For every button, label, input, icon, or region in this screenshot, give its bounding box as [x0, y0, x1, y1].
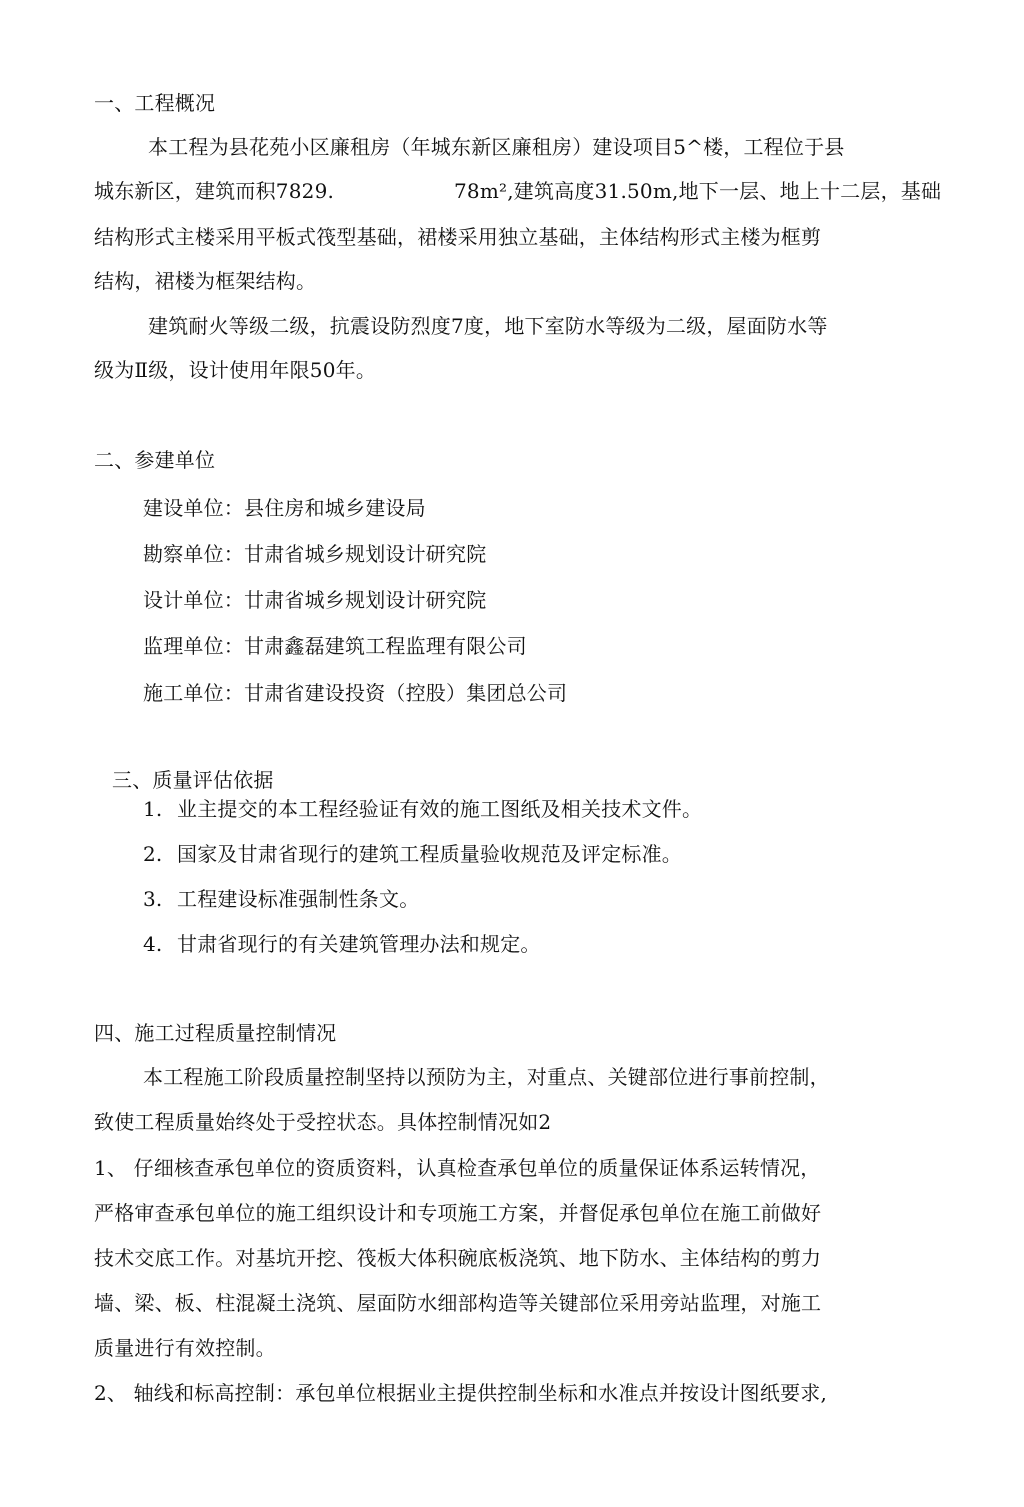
paragraph-line: 结构形式主楼采用平板式筏型基础，裙楼采用独立基础，主体结构形式主楼为框剪 — [94, 225, 822, 249]
paragraph-line: 城东新区，建筑而积7829. — [94, 179, 335, 203]
paragraph-line: 本工程施工阶段质量控制坚持以预防为主，对重点、关键部位进行事前控制， — [143, 1065, 830, 1089]
paragraph-line: 技术交底工作。对基坑开挖、筏板大体积碗底板浇筑、地下防水、主体结构的剪力 — [94, 1246, 822, 1270]
paragraph-line: 1、 仔细核查承包单位的资质资料，认真检查承包单位的质量保证体系运转情况， — [94, 1156, 821, 1180]
list-item: 建设单位：县住房和城乡建设局 — [143, 496, 426, 520]
section-heading-participants: 二、参建单位 — [94, 448, 216, 472]
paragraph-line: 致使工程质量始终处于受控状态。具体控制情况如2 — [94, 1110, 552, 1134]
paragraph-line: 78m²,建筑高度31.50m,地下一层、地上十二层，基础 — [454, 179, 942, 203]
list-item-number: 3. — [143, 887, 163, 911]
paragraph-line: 建筑耐火等级二级，抗震设防烈度7度，地下室防水等级为二级，屋面防水等 — [148, 314, 828, 338]
paragraph-line: 级为Ⅱ级，设计使用年限50年。 — [94, 358, 377, 382]
paragraph-line: 本工程为县花苑小区廉租房（年城东新区廉租房）建设项目5^楼，工程位于县 — [148, 135, 845, 159]
list-item: 监理单位：甘肃鑫磊建筑工程监理有限公司 — [143, 634, 527, 658]
list-item: 勘察单位：甘肃省城乡规划设计研究院 — [143, 542, 487, 566]
list-item — [143, 795, 702, 823]
list-item-text: 业主提交的本工程经验证有效的施工图纸及相关技术文件。 — [177, 797, 703, 821]
paragraph-line: 结构，裙楼为框架结构。 — [94, 269, 317, 293]
list-item-number: 1. — [143, 797, 163, 821]
paragraph-line: 质量进行有效控制。 — [94, 1336, 276, 1360]
list-item: 设计单位：廿肃省城乡规划设计研究院 — [143, 588, 487, 612]
list-item — [143, 840, 682, 868]
list-item-text: 甘肃省现行的有关建筑管理办法和规定。 — [177, 932, 541, 956]
section-heading-quality-control: 四、施工过程质量控制情况 — [94, 1021, 337, 1045]
list-item-number: 4. — [143, 932, 163, 956]
paragraph-line: 墙、梁、板、柱混凝土浇筑、屋面防水细部构造等关键部位采用旁站监理，对施工 — [94, 1291, 822, 1315]
list-item — [143, 885, 419, 913]
paragraph-line: 2、 轴线和标高控制：承包单位根据业主提供控制坐标和水准点并按设计图纸要求, — [94, 1381, 828, 1405]
section-heading-overview: 一、工程概况 — [94, 91, 216, 115]
list-item: 施工单位：甘肃省建设投资（控股）集团总公司 — [143, 681, 568, 705]
list-item-text: 国家及甘肃省现行的建筑工程质量验收规范及评定标准。 — [177, 842, 682, 866]
list-item-number: 2. — [143, 842, 163, 866]
paragraph-line: 严格审查承包单位的施工组织设计和专项施工方案，并督促承包单位在施工前做好 — [94, 1201, 822, 1225]
list-item — [143, 930, 541, 958]
section-heading-basis: 三、质量评估依据 — [112, 768, 274, 792]
list-item-text: 工程建设标准强制性条文。 — [177, 887, 420, 911]
